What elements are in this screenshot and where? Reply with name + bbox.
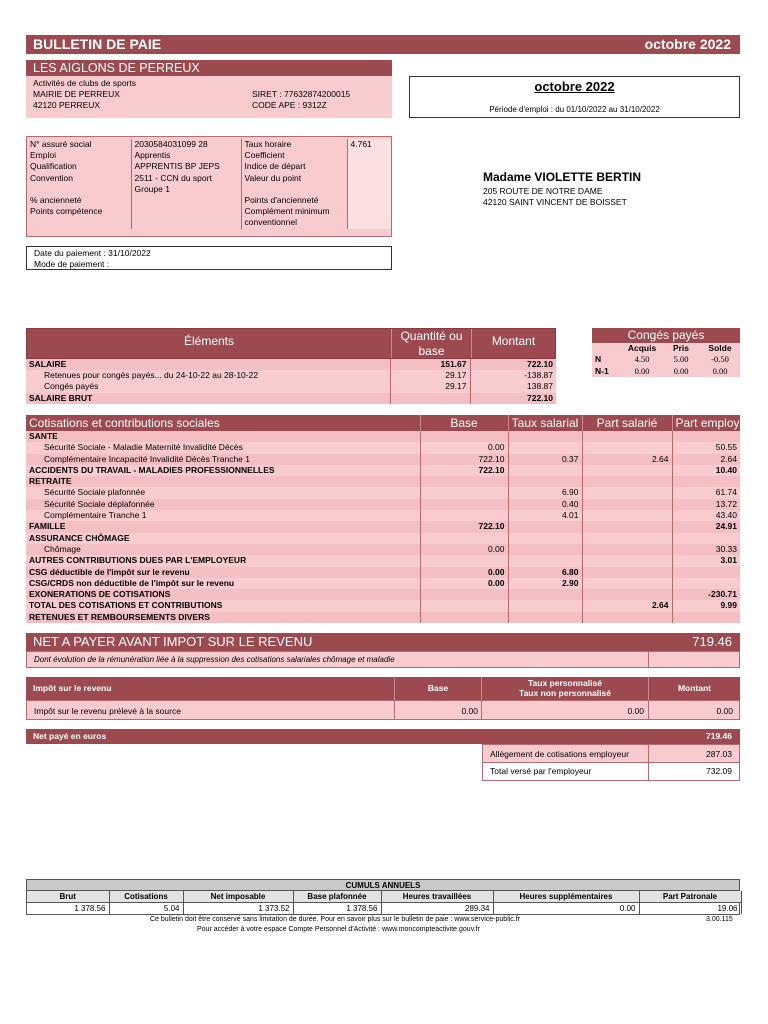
cotisation-sal	[582, 465, 672, 476]
employee-info-row	[27, 173, 391, 184]
cotisation-label: AUTRES CONTRIBUTIONS DUES PAR L'EMPLOYEUR	[29, 555, 247, 566]
cotisation-emp: 61.74	[672, 487, 740, 498]
payslip-header	[26, 35, 740, 54]
payslip-period: octobre 2022	[644, 36, 731, 52]
conges-header-cell	[592, 343, 622, 353]
employee-info-cell	[131, 206, 241, 217]
allegement-label: Allègement de cotisations employeur	[490, 749, 629, 759]
employee-info-cell	[131, 217, 241, 228]
cotisations-table	[26, 415, 757, 623]
employee-info-cell: 2030584031099 28	[131, 139, 241, 150]
cotisation-sal	[582, 442, 672, 453]
allegement-value: 287.03	[706, 749, 732, 759]
element-amount: -138.87	[470, 370, 556, 381]
recipient-address2: 42120 SAINT VINCENT DE BOISSET	[483, 197, 627, 207]
conges-cell: 0.00	[634, 366, 650, 376]
cotisation-base: 0.00	[420, 544, 508, 555]
cotisation-emp: 9.99	[672, 600, 740, 611]
element-row	[26, 381, 556, 392]
total-verse-value: 732.09	[706, 766, 732, 776]
cotisation-taux	[508, 476, 582, 487]
impot-header-montant: Montant	[677, 683, 712, 693]
cotisation-taux: 0.40	[508, 499, 582, 510]
element-qty: 29.17	[390, 381, 470, 392]
cotisation-sal	[582, 578, 672, 589]
employee-info-row	[27, 139, 391, 150]
cotisation-taux	[508, 612, 582, 623]
cotisation-label: RETENUES ET REMBOURSEMENTS DIVERS	[29, 611, 210, 622]
recipient-address1: 205 ROUTE DE NOTRE DAME	[483, 186, 603, 196]
net-paye-bar	[26, 729, 740, 744]
cotisation-emp: 3.01	[672, 555, 740, 566]
cumuls-header-cell: Heures supplémentaires	[493, 891, 639, 903]
impot-row-montant: 0.00	[716, 706, 733, 716]
element-amount: 138.87	[470, 381, 556, 392]
impot-row-base: 0.00	[461, 706, 478, 716]
conges-section	[592, 328, 740, 377]
cotisation-row	[26, 521, 740, 532]
employee-info-cell: Qualification	[30, 161, 77, 172]
employee-info-row	[27, 184, 391, 195]
cumuls-value-cell: 289.34	[381, 903, 493, 915]
footer-line2: Pour accéder à votre espace Compte Personnel d'Activité : www.moncompteactivite.gouv.fr	[197, 926, 480, 933]
cotisation-label: ACCIDENTS DU TRAVAIL - MALADIES PROFESSIONNELLES	[29, 464, 275, 475]
conges-cell: -0.50	[711, 354, 729, 364]
conges-header-cell: Acquis	[627, 343, 657, 353]
cotisation-taux	[508, 555, 582, 566]
employer-ape: CODE APE : 9312Z	[252, 100, 327, 110]
employee-info-cell: Complément minimum	[241, 206, 347, 217]
cotisation-base	[420, 600, 508, 611]
cumuls-header-cell: Heures travaillées	[381, 891, 493, 903]
cotisation-row	[26, 544, 740, 555]
employee-info-cell	[347, 173, 391, 184]
cotisation-base: 0.00	[420, 578, 508, 589]
cotisation-row	[26, 600, 740, 611]
cotisation-label: RETRAITE	[29, 476, 72, 487]
cotisation-label: EXONERATIONS DE COTISATIONS	[29, 589, 171, 600]
cotisation-emp	[672, 476, 740, 487]
cotisation-sal: 2.64	[582, 600, 672, 611]
conges-title: Congés payés	[592, 328, 740, 343]
cotisation-base	[420, 499, 508, 510]
cotisation-label: CSG/CRDS non déductible de l'impôt sur le revenu	[29, 577, 235, 588]
employer-address1: MAIRIE DE PERREUX	[33, 89, 120, 99]
cotisation-taux: 2.90	[508, 578, 582, 589]
element-row	[26, 370, 556, 381]
cotisation-sal	[582, 544, 672, 555]
cumuls-value-cell: 5.04	[109, 903, 183, 915]
cotisation-emp	[672, 567, 740, 578]
cotisation-sal: 2.64	[582, 454, 672, 465]
elements-header-qty	[392, 329, 471, 359]
impot-row	[26, 700, 740, 720]
cotisations-section	[26, 415, 757, 623]
employee-info-cell: Groupe 1	[131, 184, 241, 195]
conges-row	[592, 353, 740, 365]
cumuls-header-cell: Cotisations	[109, 891, 183, 903]
impot-header-base: Base	[427, 683, 449, 693]
cumuls-header-cell: Net imposable	[183, 891, 293, 903]
net-avant-impot-label: NET A PAYER AVANT IMPOT SUR LE REVENU	[33, 634, 313, 649]
cotisation-row	[26, 555, 740, 566]
impot-header-taux1: Taux personnalisé	[527, 678, 602, 688]
recipient-block	[483, 170, 733, 207]
cotisation-row	[26, 431, 740, 442]
cotisation-emp: 13.72	[672, 499, 740, 510]
cotisation-row	[26, 612, 740, 623]
cotisation-sal	[582, 533, 672, 544]
cotisation-emp	[672, 612, 740, 623]
employee-info-cell: % ancienneté	[30, 195, 82, 206]
conges-header-cell: Pris	[672, 343, 690, 353]
cotisation-label: ASSURANCE CHÔMAGE	[29, 532, 130, 543]
employee-info-cell	[27, 184, 131, 195]
employee-info-cell: Points compétence	[30, 206, 103, 217]
payment-date: Date du paiement : 31/10/2022	[34, 248, 151, 258]
conges-header-cell: Solde	[708, 343, 732, 353]
cotisation-base: 0.00	[420, 442, 508, 453]
cotisation-emp: 50.55	[672, 442, 740, 453]
net-note-row	[26, 651, 740, 668]
cotisation-base	[420, 476, 508, 487]
impot-header-taux2: Taux non personnalisé	[519, 688, 611, 698]
cotisation-row	[26, 578, 740, 589]
payment-mode: Mode de paiement :	[34, 259, 110, 269]
cotisations-header-cell: Base	[420, 415, 508, 431]
employee-info-cell: 2511 - CCN du sport	[131, 173, 241, 184]
cotisation-label: Sécurité Sociale - Maladie Maternité Invalidité Décès	[44, 442, 243, 453]
net-avant-impot-bar	[26, 633, 740, 651]
employee-info-cell	[347, 150, 391, 161]
element-qty: 151.67	[390, 359, 470, 370]
element-amount: 722.10	[470, 359, 556, 370]
cotisation-emp: 24.91	[672, 521, 740, 532]
cotisation-sal	[582, 521, 672, 532]
cumuls-value-cell: 1 378.56	[293, 903, 381, 915]
cotisation-label: Complémentaire Tranche 1	[44, 510, 147, 521]
cotisation-row	[26, 487, 740, 498]
employee-info-cell: Convention	[30, 172, 74, 183]
cotisation-taux	[508, 544, 582, 555]
period-month: octobre 2022	[534, 79, 615, 94]
conges-cell: 4.50	[634, 354, 650, 364]
net-paye-value: 719.46	[706, 731, 732, 741]
cumuls-value-cell: 0.00	[493, 903, 639, 915]
conges-cell: N	[595, 354, 602, 364]
cumuls-header-cell: Part Patronale	[639, 891, 741, 903]
employee-info-row	[27, 161, 391, 172]
cumuls-title: CUMULS ANNUELS	[27, 880, 739, 891]
element-label: Congés payés	[44, 381, 99, 392]
cumuls-value-cell: 19.06	[639, 903, 741, 915]
employee-info-block	[26, 136, 392, 237]
element-label: SALAIRE BRUT	[29, 392, 93, 403]
cotisation-row	[26, 567, 740, 578]
cotisation-sal	[582, 431, 672, 442]
cumuls-value-cell: 1 378.56	[27, 903, 109, 915]
cotisation-label: Sécurité Sociale plafonnée	[44, 487, 146, 498]
employee-info-cell	[347, 184, 391, 195]
cotisation-row	[26, 499, 740, 510]
employee-info-cell	[241, 184, 347, 195]
employee-info-cell: conventionnel	[241, 217, 347, 228]
cotisation-base: 722.10	[420, 465, 508, 476]
cotisation-emp	[672, 431, 740, 442]
cotisations-header-cell: Taux salarial	[508, 415, 582, 431]
employee-info-cell: Emploi	[30, 150, 56, 161]
employer-siret: SIRET : 77632874200015	[252, 89, 351, 99]
elements-header-label: Éléments	[183, 334, 235, 348]
employee-info-row	[27, 217, 391, 228]
employee-info-table	[27, 139, 391, 229]
elements-header-amount: Montant	[491, 334, 536, 348]
conges-cell: N-1	[595, 366, 609, 376]
cumuls-table	[27, 891, 742, 914]
employee-info-cell	[347, 195, 391, 206]
elements-header-qty-line2: base	[418, 344, 445, 358]
cotisation-row	[26, 533, 740, 544]
cotisation-base	[420, 510, 508, 521]
period-box	[409, 76, 740, 118]
cotisation-taux	[508, 533, 582, 544]
employee-info-cell	[347, 161, 391, 172]
element-qty: 29.17	[390, 370, 470, 381]
cotisation-taux: 6.80	[508, 567, 582, 578]
impot-header-label: Impôt sur le revenu	[33, 683, 112, 693]
cotisation-base: 722.10	[420, 454, 508, 465]
employee-info-cell	[347, 206, 391, 217]
cotisations-header-cell: Cotisations et contributions sociales	[29, 416, 220, 430]
element-row	[26, 393, 556, 404]
cotisation-emp: -230.71	[672, 589, 740, 600]
cotisation-taux: 4.01	[508, 510, 582, 521]
footer-version: 3.00.115	[706, 916, 733, 923]
cotisation-taux	[508, 431, 582, 442]
cotisation-row	[26, 589, 740, 600]
impot-section	[26, 677, 740, 720]
cotisation-base	[420, 431, 508, 442]
cotisation-sal	[582, 567, 672, 578]
conges-table	[592, 343, 740, 377]
conges-cell: 0.00	[712, 366, 728, 376]
employee-info-cell: Points d'ancienneté	[241, 195, 347, 206]
cotisations-header-cell: Part employeur	[672, 415, 740, 431]
cotisation-sal	[582, 510, 672, 521]
cotisation-label: TOTAL DES COTISATIONS ET CONTRIBUTIONS	[29, 600, 223, 611]
cotisation-row	[26, 465, 740, 476]
cotisation-label: Complémentaire Incapacité Invalidité Décès Tranche 1	[44, 453, 250, 464]
footer-line1: Ce bulletin doit être conservé sans limitation de durée. Pour en savoir plus sur le bulletin de paie : www.service-public.fr	[150, 916, 521, 923]
total-verse-row	[482, 763, 740, 781]
employee-info-cell: Taux horaire	[241, 139, 347, 150]
conges-cell: 5.00	[673, 354, 689, 364]
cotisation-emp	[672, 533, 740, 544]
cumuls-value-cell: 1 373.52	[183, 903, 293, 915]
cotisation-emp	[672, 578, 740, 589]
payment-box	[26, 246, 392, 270]
employee-info-cell	[347, 217, 391, 228]
impot-row-label: Impôt sur le revenu prélevé à la source	[34, 706, 181, 716]
employee-info-row	[27, 150, 391, 161]
employee-info-row	[27, 195, 391, 206]
element-row	[26, 359, 556, 370]
cotisation-sal	[582, 612, 672, 623]
elements-header	[26, 328, 556, 359]
employee-info-cell: Valeur du point	[241, 173, 347, 184]
conges-row	[592, 365, 740, 377]
employee-info-cell: 4.761	[347, 139, 391, 150]
employee-info-cell	[131, 195, 241, 206]
employee-info-row	[27, 206, 391, 217]
cumuls-section	[26, 879, 740, 915]
employee-info-cell: N° assuré social	[30, 139, 92, 149]
cotisation-base	[420, 555, 508, 566]
net-avant-impot-value: 719.46	[692, 634, 732, 649]
employee-info-cell	[27, 217, 131, 228]
element-qty	[390, 393, 470, 404]
elements-section	[26, 328, 556, 404]
total-verse-label: Total versé par l'employeur	[490, 766, 592, 776]
conges-cell: 0.00	[673, 366, 689, 376]
elements-table	[26, 359, 556, 404]
cotisation-sal	[582, 555, 672, 566]
cotisation-emp: 30.33	[672, 544, 740, 555]
conges-header-row	[592, 343, 740, 353]
cotisation-label: SANTE	[29, 431, 58, 441]
cotisation-row	[26, 442, 740, 453]
employment-period: Période d'emploi : du 01/10/2022 au 31/10/2022	[489, 105, 660, 114]
cotisation-base	[420, 487, 508, 498]
cotisation-base: 722.10	[420, 521, 508, 532]
cotisation-row	[26, 454, 740, 465]
recipient-name: Madame VIOLETTE BERTIN	[483, 170, 642, 184]
employer-address2: 42120 PERREUX	[33, 100, 101, 110]
cumuls-header-cell: Base plafonnée	[293, 891, 381, 903]
cotisation-base: 0.00	[420, 567, 508, 578]
cotisation-taux: 6.90	[508, 487, 582, 498]
cotisation-taux	[508, 521, 582, 532]
cotisations-header-cell: Part salarié	[582, 415, 672, 431]
cotisation-taux	[508, 600, 582, 611]
cotisation-sal	[582, 487, 672, 498]
cotisation-label: Sécurité Sociale déplafonnée	[44, 498, 155, 509]
cotisation-base	[420, 533, 508, 544]
net-note: Dont évolution de la rémunération liée à la suppression des cotisations salariales chômage et maladie	[34, 655, 395, 664]
impot-header	[26, 677, 740, 700]
cotisation-taux	[508, 442, 582, 453]
elements-header-qty-line1: Quantité ou	[400, 329, 463, 343]
element-label: SALAIRE	[29, 359, 67, 369]
employer-name: LES AIGLONS DE PERREUX	[26, 60, 392, 76]
cotisation-row	[26, 510, 740, 521]
cotisation-base	[420, 612, 508, 623]
employee-info-cell: Indice de départ	[241, 161, 347, 172]
employer-activity: Activités de clubs de sports	[33, 78, 136, 88]
employee-info-cell: Coefficient	[241, 150, 347, 161]
cotisation-base	[420, 589, 508, 600]
cotisation-taux: 0.37	[508, 454, 582, 465]
cotisation-taux	[508, 589, 582, 600]
cotisation-emp: 10.40	[672, 465, 740, 476]
allegement-row	[482, 744, 740, 763]
impot-row-taux: 0.00	[627, 706, 644, 716]
cotisation-sal	[582, 476, 672, 487]
cotisation-sal	[582, 499, 672, 510]
employee-info-cell: APPRENTIS BP JEPS	[131, 161, 241, 172]
cotisation-label: CSG déductible de l'impôt sur le revenu	[29, 566, 190, 577]
payslip-title: BULLETIN DE PAIE	[33, 36, 162, 52]
cotisation-label: FAMILLE	[29, 521, 66, 532]
cotisation-taux	[508, 465, 582, 476]
cotisation-label: Chômage	[44, 543, 81, 554]
element-label: Retenues pour congés payés... du 24-10-22 au 28-10-22	[44, 370, 259, 381]
net-paye-label: Net payé en euros	[33, 731, 107, 741]
employee-info-cell: Apprentis	[131, 150, 241, 161]
cotisation-row	[26, 476, 740, 487]
cotisation-sal	[582, 589, 672, 600]
cumuls-header-cell: Brut	[27, 891, 109, 903]
cotisation-emp: 2.64	[672, 454, 740, 465]
cotisation-emp: 43.40	[672, 510, 740, 521]
element-amount: 722.10	[470, 393, 556, 404]
employer-block	[26, 60, 392, 118]
